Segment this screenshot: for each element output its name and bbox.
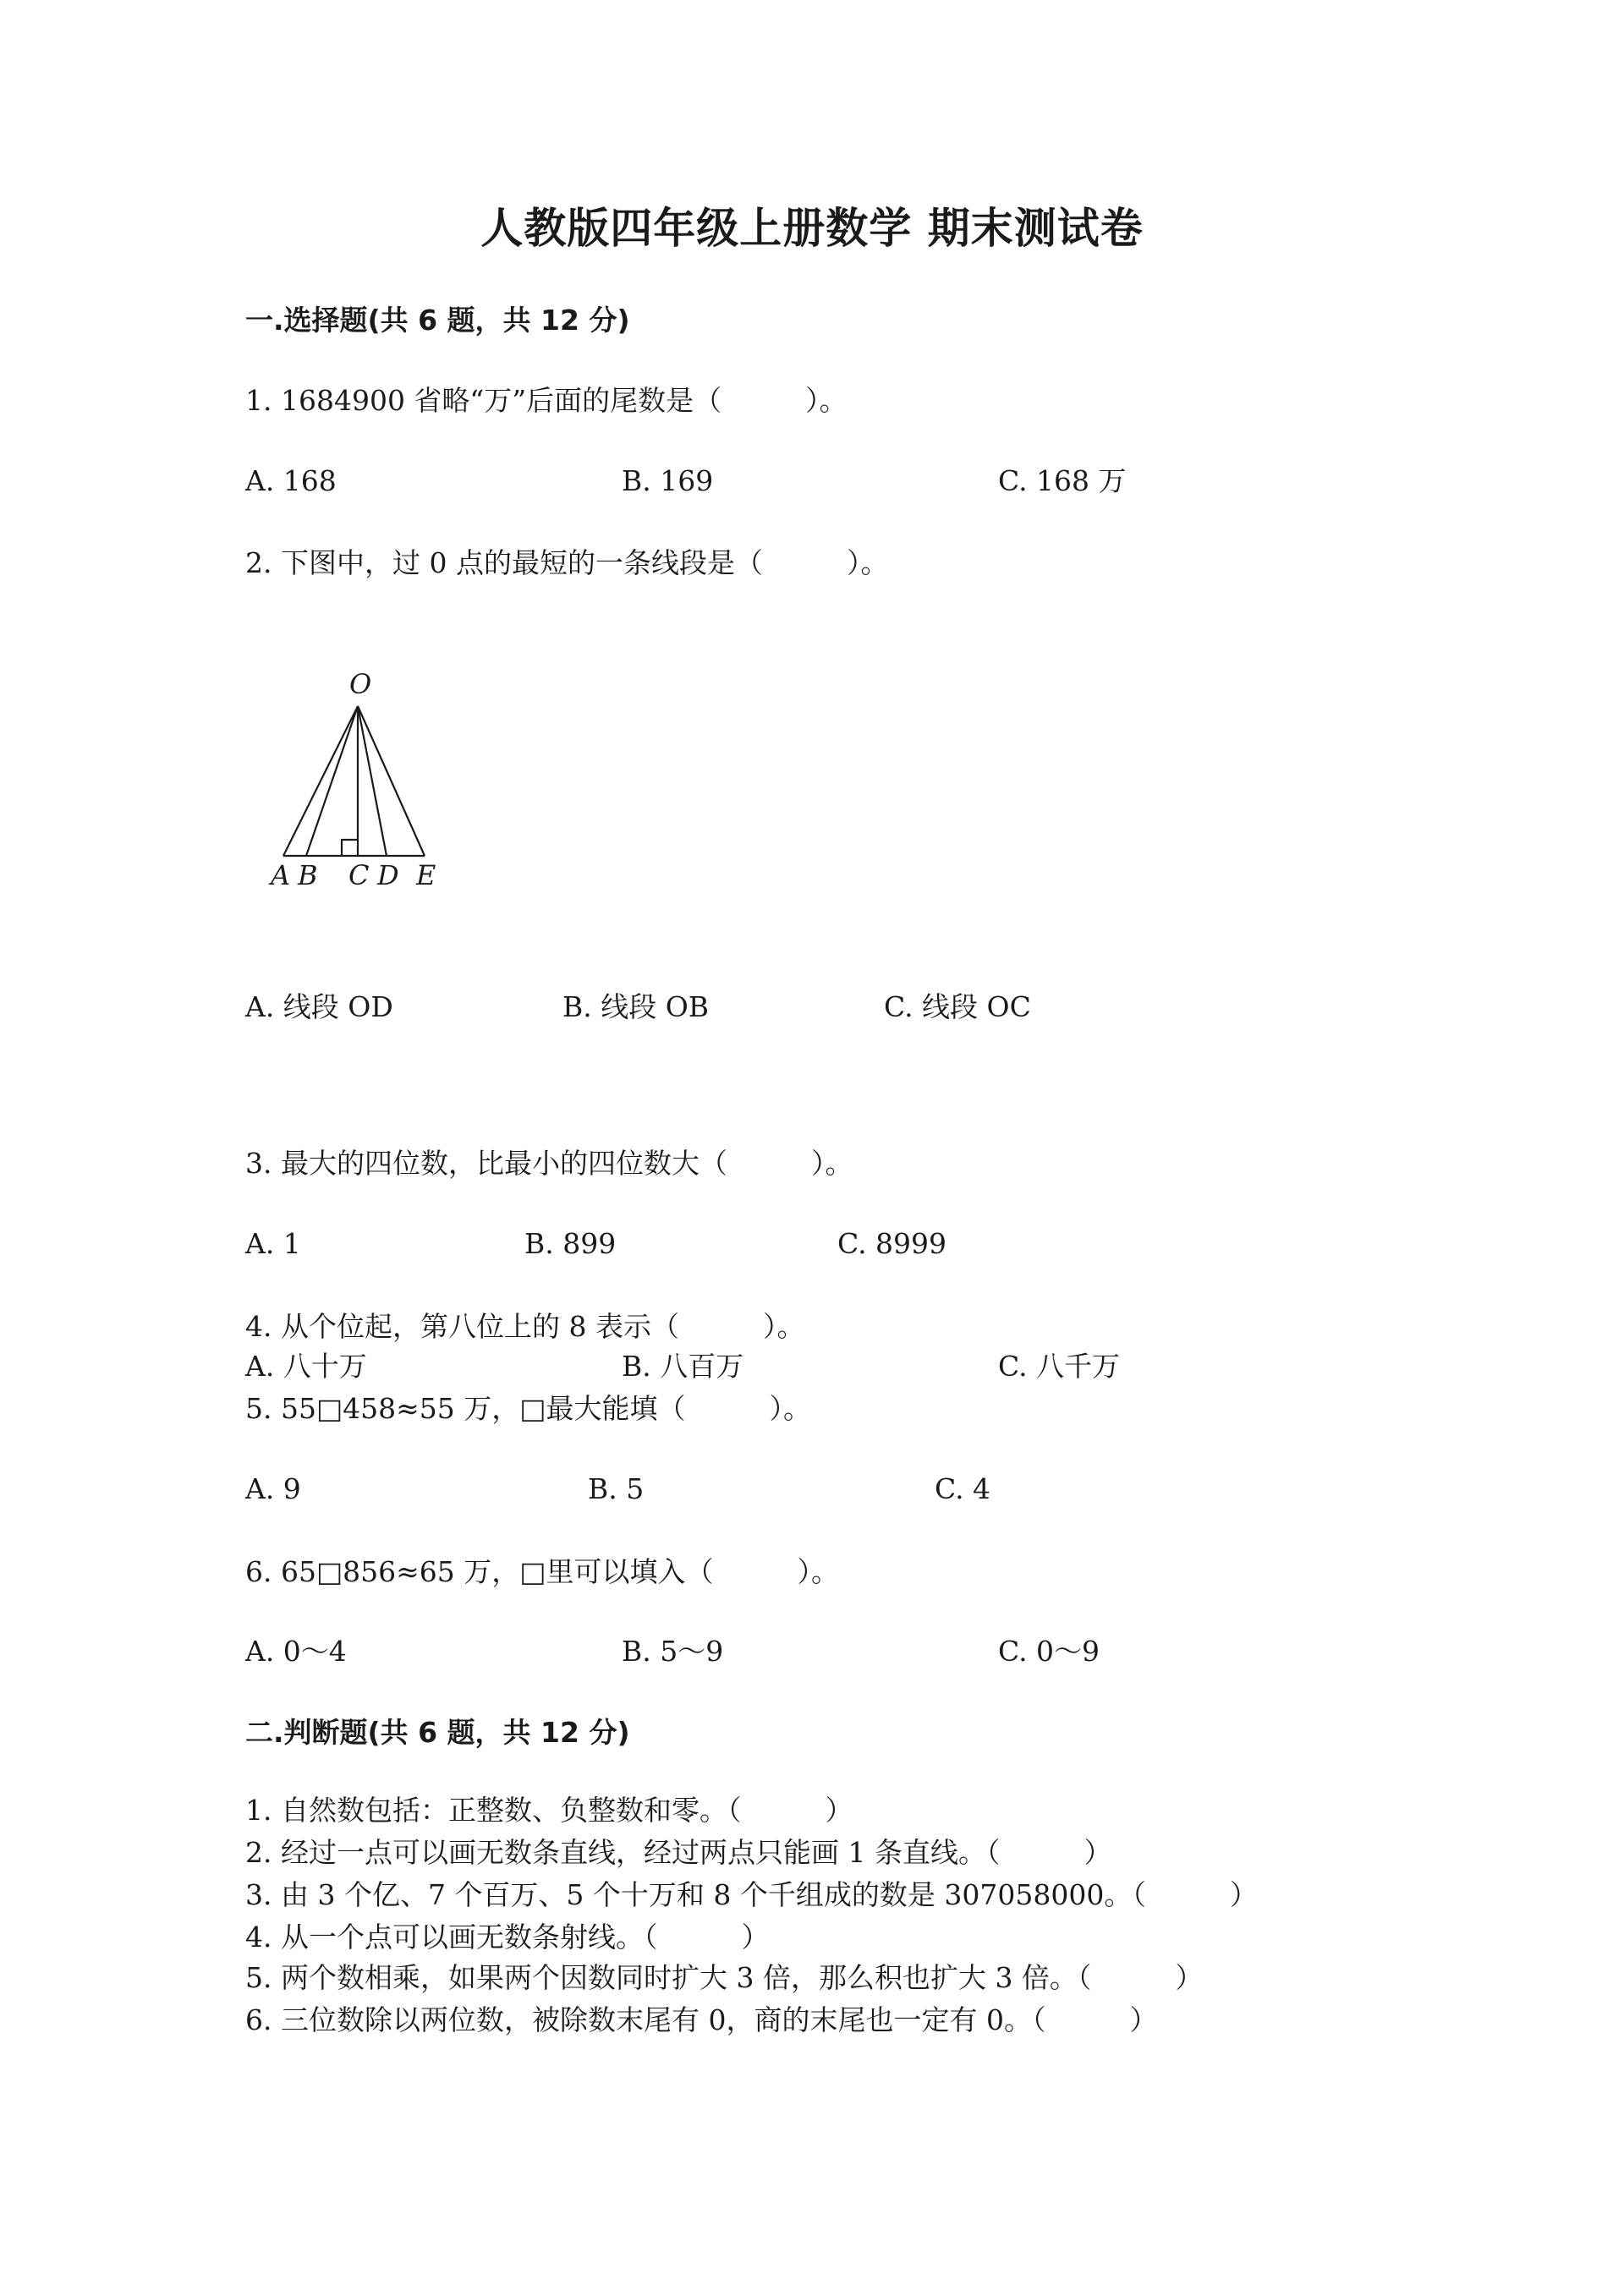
question-6-stem: 6. 65□856≈65 万，□里可以填入（ ）。	[245, 1555, 839, 1588]
judge-question-4: 4. 从一个点可以画无数条射线。（ ）	[245, 1921, 770, 1954]
question-1-option-b: B. 169	[622, 464, 714, 497]
question-5-option-b: B. 5	[588, 1472, 645, 1505]
question-2-stem: 2. 下图中，过 0 点的最短的一条线段是（ ）。	[245, 546, 889, 579]
segment-oe	[358, 706, 425, 856]
judge-question-6: 6. 三位数除以两位数，被除数末尾有 0，商的末尾也一定有 0。（ ）	[245, 2003, 1158, 2036]
question-2-option-b: B. 线段 OB	[562, 990, 710, 1023]
judge-question-3: 3. 由 3 个亿、7 个百万、5 个十万和 8 个千组成的数是 307058000。（ ）	[245, 1878, 1258, 1911]
triangle-line-segments-figure	[254, 660, 465, 896]
judge-question-5: 5. 两个数相乘，如果两个因数同时扩大 3 倍，那么积也扩大 3 倍。（ ）	[245, 1961, 1204, 1994]
question-4-stem: 4. 从个位起，第八位上的 8 表示（ ）。	[245, 1310, 805, 1343]
question-5-stem: 5. 55□458≈55 万，□最大能填（ ）。	[245, 1392, 811, 1425]
label-c: C	[348, 859, 370, 891]
question-4-option-c: C. 八千万	[998, 1350, 1121, 1383]
section-header-multiple-choice: 一.选择题(共 6 题，共 12 分)	[245, 304, 630, 337]
section-header-true-false: 二.判断题(共 6 题，共 12 分)	[245, 1716, 630, 1749]
question-1-option-a: A. 168	[245, 464, 337, 497]
question-3-option-b: B. 899	[524, 1227, 617, 1260]
judge-question-1: 1. 自然数包括：正整数、负整数和零。（ ）	[245, 1794, 853, 1827]
question-2-option-a: A. 线段 OD	[245, 990, 393, 1023]
question-1-stem: 1. 1684900 省略“万”后面的尾数是（ ）。	[245, 384, 848, 417]
question-6-option-b: B. 5～9	[622, 1635, 724, 1668]
label-a: A	[271, 859, 291, 891]
label-o: O	[349, 668, 372, 700]
segment-oa	[283, 706, 358, 856]
question-3-option-a: A. 1	[245, 1227, 301, 1260]
question-3-option-c: C. 8999	[837, 1227, 947, 1260]
question-5-option-a: A. 9	[245, 1472, 301, 1505]
question-6-option-a: A. 0～4	[245, 1635, 347, 1668]
label-e: E	[416, 859, 436, 891]
question-3-stem: 3. 最大的四位数，比最小的四位数大（ ）。	[245, 1147, 853, 1180]
question-6-option-c: C. 0～9	[998, 1635, 1100, 1668]
judge-question-2: 2. 经过一点可以画无数条直线，经过两点只能画 1 条直线。（ ）	[245, 1836, 1112, 1869]
page-title: 人教版四年级上册数学 期末测试卷	[480, 204, 1144, 253]
question-4-option-b: B. 八百万	[622, 1350, 744, 1383]
label-b: B	[298, 859, 318, 891]
label-d: D	[377, 859, 399, 891]
question-2-option-c: C. 线段 OC	[884, 990, 1031, 1023]
segment-od	[358, 706, 387, 856]
right-angle-mark-icon	[342, 840, 358, 856]
question-4-option-a: A. 八十万	[245, 1350, 367, 1383]
question-1-option-c: C. 168 万	[998, 464, 1127, 497]
segment-ob	[306, 706, 358, 856]
question-5-option-c: C. 4	[935, 1472, 991, 1505]
